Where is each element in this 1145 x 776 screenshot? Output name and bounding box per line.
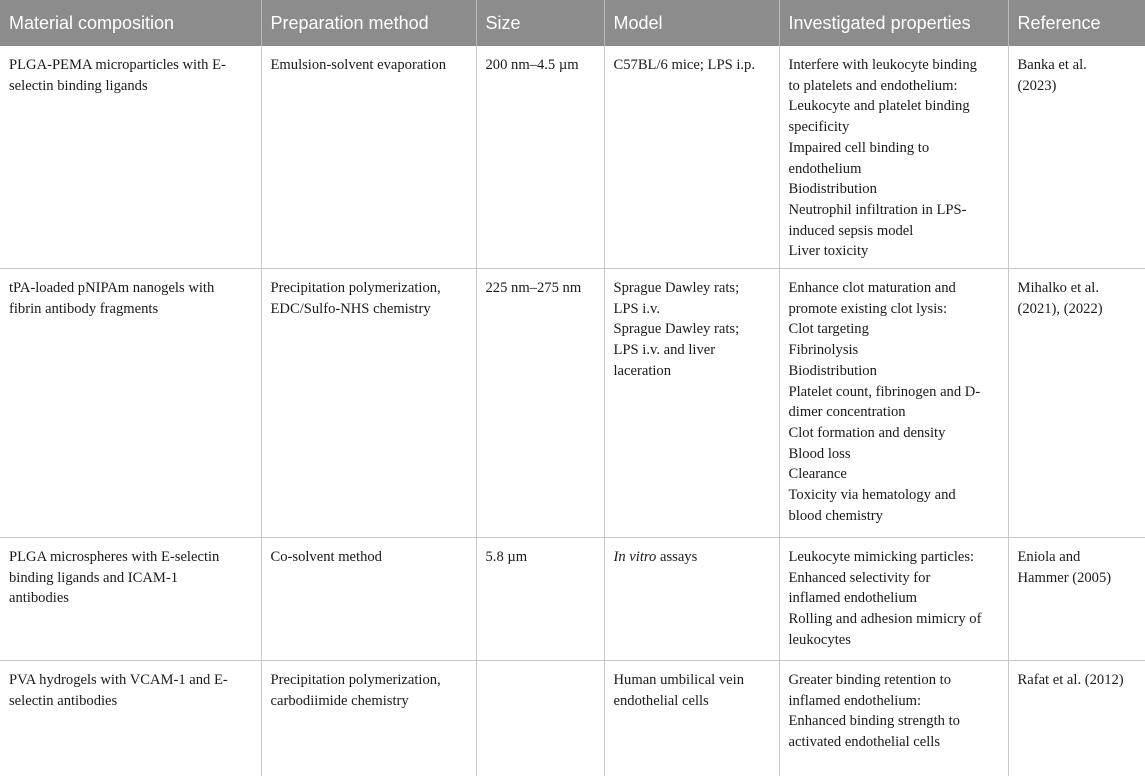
cell-line: PLGA microspheres with E-selectin xyxy=(9,549,220,566)
cell-size xyxy=(476,538,604,661)
cell-line: Enhanced selectivity for xyxy=(788,569,931,586)
cell-preparation-method xyxy=(261,46,476,269)
cell-line: Co-solvent method xyxy=(270,549,382,566)
cell-line: tPA-loaded pNIPAm nanogels with xyxy=(9,280,215,297)
cell-line: PVA hydrogels with VCAM-1 and E- xyxy=(9,672,228,689)
cell-material-composition xyxy=(0,269,261,538)
cell-line: dimer concentration xyxy=(788,404,906,421)
cell-investigated-properties xyxy=(779,661,1008,776)
cell-line: to platelets and endothelium: xyxy=(788,77,958,94)
cell-line: binding ligands and ICAM-1 xyxy=(9,569,179,586)
cell-line: (2021), (2022) xyxy=(1017,300,1103,317)
cell-line: Clearance xyxy=(788,466,847,483)
cell-line: Enhanced binding strength to xyxy=(788,713,960,730)
italic-text: In vitro xyxy=(613,549,657,566)
table-body xyxy=(0,46,1145,776)
cell-line xyxy=(614,547,771,568)
cell-line: induced sepsis model xyxy=(788,222,914,239)
cell-line: Biodistribution xyxy=(788,362,877,379)
cell-line: Sprague Dawley rats; xyxy=(613,321,740,338)
cell-line: antibodies xyxy=(9,590,69,607)
header-model: Model xyxy=(604,0,779,46)
model-text: assays xyxy=(656,549,698,566)
cell-line: Leukocyte and platelet binding xyxy=(788,98,970,115)
cell-investigated-properties xyxy=(779,269,1008,538)
cell-line: Clot formation and density xyxy=(788,424,946,441)
cell-line: leukocytes xyxy=(788,631,851,648)
cell-preparation-method xyxy=(261,538,476,661)
cell-reference xyxy=(1008,46,1145,269)
cell-line: Neutrophil infiltration in LPS- xyxy=(788,201,967,218)
cell-line: laceration xyxy=(613,362,672,379)
cell-line: Biodistribution xyxy=(788,181,877,198)
cell-line: selectin binding ligands xyxy=(9,77,148,94)
cell-line: Toxicity via hematology and xyxy=(788,487,956,504)
cell-reference xyxy=(1008,661,1145,776)
cell-preparation-method xyxy=(261,661,476,776)
cell-line: 5.8 µm xyxy=(485,549,528,566)
cell-model xyxy=(604,661,779,776)
cell-line: carbodiimide chemistry xyxy=(270,692,409,709)
cell-line: Fibrinolysis xyxy=(788,342,859,359)
header-row xyxy=(0,0,1145,46)
table-row xyxy=(0,269,1145,538)
cell-line: Mihalko et al. xyxy=(1017,280,1099,297)
header-investigated-properties: Investigated properties xyxy=(779,0,1008,46)
cell-line: Eniola and xyxy=(1017,549,1081,566)
header-size: Size xyxy=(476,0,604,46)
cell-model xyxy=(604,269,779,538)
cell-material-composition xyxy=(0,538,261,661)
cell-line: blood chemistry xyxy=(788,507,883,524)
cell-line: fibrin antibody fragments xyxy=(9,300,159,317)
cell-line: Human umbilical vein xyxy=(613,672,745,689)
cell-line: selectin antibodies xyxy=(9,692,118,709)
cell-line: Precipitation polymerization, xyxy=(270,672,441,689)
cell-investigated-properties xyxy=(779,46,1008,269)
cell-reference xyxy=(1008,538,1145,661)
cell-line: LPS i.v. and liver xyxy=(613,342,716,359)
cell-line: Precipitation polymerization, xyxy=(270,280,441,297)
cell-line: 225 nm–275 nm xyxy=(485,280,582,297)
cell-investigated-properties xyxy=(779,538,1008,661)
cell-line: Clot targeting xyxy=(788,321,869,338)
cell-line: Rolling and adhesion mimicry of xyxy=(788,611,982,628)
table-row xyxy=(0,661,1145,776)
cell-line: Interfere with leukocyte binding xyxy=(788,57,977,73)
cell-line: endothelial cells xyxy=(613,692,709,709)
cell-line: Hammer (2005) xyxy=(1017,569,1112,586)
cell-preparation-method xyxy=(261,269,476,538)
header-preparation-method: Preparation method xyxy=(261,0,476,46)
header-material-composition: Material composition xyxy=(0,0,261,46)
cell-line: Leukocyte mimicking particles: xyxy=(788,549,975,566)
cell-line: Platelet count, fibrinogen and D- xyxy=(788,383,981,400)
cell-line: C57BL/6 mice; LPS i.p. xyxy=(613,57,755,73)
cell-line: promote existing clot lysis: xyxy=(788,300,947,317)
table-header xyxy=(0,0,1145,46)
cell-line: Rafat et al. (2012) xyxy=(1017,672,1124,689)
table-row xyxy=(0,538,1145,661)
cell-line: LPS i.v. xyxy=(613,300,660,317)
cell-line: Emulsion-solvent evaporation xyxy=(270,57,446,73)
cell-line: PLGA-PEMA microparticles with E- xyxy=(9,57,226,73)
cell-line: activated endothelial cells xyxy=(788,734,941,751)
cell-material-composition xyxy=(0,661,261,776)
cell-line: Sprague Dawley rats; xyxy=(613,280,740,297)
cell-reference xyxy=(1008,269,1145,538)
cell-model xyxy=(604,538,779,661)
cell-material-composition xyxy=(0,46,261,269)
cell-line: Impaired cell binding to xyxy=(788,139,930,156)
cell-line: inflamed endothelium xyxy=(788,590,917,607)
cell-model xyxy=(604,46,779,269)
cell-line: inflamed endothelium: xyxy=(788,692,922,709)
cell-line: Enhance clot maturation and xyxy=(788,280,956,297)
cell-size xyxy=(476,661,604,776)
cell-line: Blood loss xyxy=(788,445,851,462)
cell-line: Liver toxicity xyxy=(788,243,869,260)
table-row xyxy=(0,46,1145,269)
cell-line: Banka et al. xyxy=(1017,57,1087,73)
cell-line: EDC/Sulfo-NHS chemistry xyxy=(270,300,431,317)
cell-line: specificity xyxy=(788,119,850,136)
cell-line: Greater binding retention to xyxy=(788,672,952,689)
cell-line: 200 nm–4.5 µm xyxy=(485,57,579,73)
cell-size xyxy=(476,269,604,538)
cell-line: endothelium xyxy=(788,160,862,177)
cell-size xyxy=(476,46,604,269)
header-reference: Reference xyxy=(1008,0,1145,46)
cell-line: (2023) xyxy=(1017,77,1057,94)
